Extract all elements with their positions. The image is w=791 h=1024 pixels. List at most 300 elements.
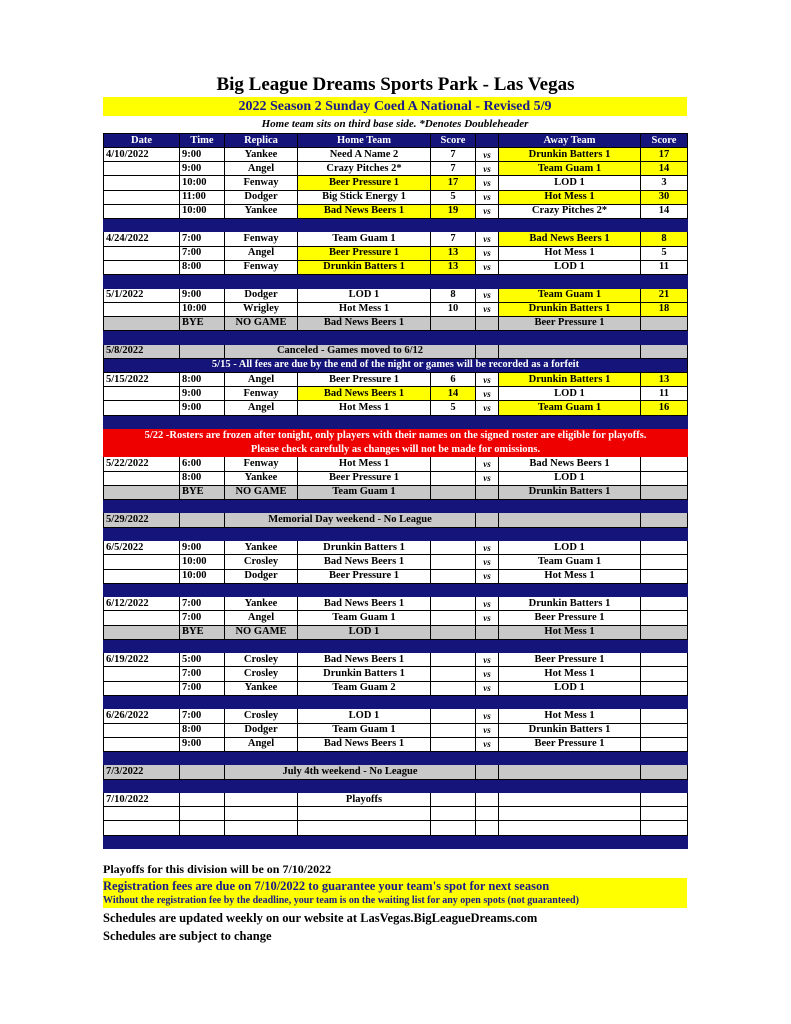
separator-cell [499, 639, 641, 653]
game-row [104, 401, 688, 415]
replica-cell [225, 793, 298, 807]
footer-waiting-list: Without the registration fee by the deadline, your team is on the waiting list for any open spots (not guaranteed) [103, 895, 579, 906]
footer-playoffs: Playoffs for this division will be on 7/10/2022 [103, 862, 332, 876]
separator-row [104, 639, 688, 653]
away-team-cell: Hot Mess 1 [499, 625, 641, 639]
away-team-cell: LOD 1 [499, 387, 641, 401]
separator-cell [180, 695, 225, 709]
vs-cell: vs [476, 457, 499, 471]
time-cell: 7:00 [180, 246, 225, 260]
away-score-cell [641, 681, 688, 695]
home-team-cell: Beer Pressure 1 [298, 471, 431, 485]
time-cell: 9:00 [180, 387, 225, 401]
separator-cell [225, 275, 298, 289]
date-cell [104, 302, 180, 316]
replica-cell: Dodger [225, 288, 298, 302]
away-team-cell: Drunkin Batters 1 [499, 485, 641, 499]
away-team-cell [499, 344, 641, 358]
separator-cell [499, 751, 641, 765]
game-row [104, 246, 688, 260]
away-team-cell: Beer Pressure 1 [499, 316, 641, 330]
date-cell: 6/19/2022 [104, 653, 180, 667]
vs-cell: vs [476, 204, 499, 218]
game-row [104, 709, 688, 723]
separator-cell [476, 835, 499, 849]
separator-cell [641, 695, 688, 709]
away-score-cell [641, 737, 688, 751]
home-team-cell: Hot Mess 1 [298, 457, 431, 471]
game-row [104, 148, 688, 162]
separator-row [104, 218, 688, 232]
away-team-cell [499, 807, 641, 821]
replica-cell: Yankee [225, 681, 298, 695]
home-score-cell: 19 [431, 204, 476, 218]
date-cell: 7/3/2022 [104, 765, 180, 779]
replica-cell: Fenway [225, 232, 298, 246]
home-score-cell [431, 625, 476, 639]
separator-cell [431, 751, 476, 765]
game-row [104, 597, 688, 611]
separator-cell [431, 835, 476, 849]
separator-cell [641, 583, 688, 597]
separator-cell [298, 583, 431, 597]
away-team-cell: Team Guam 1 [499, 401, 641, 415]
game-row [104, 793, 688, 807]
bye-row [104, 625, 688, 639]
away-score-cell: 13 [641, 372, 688, 386]
vs-cell: vs [476, 681, 499, 695]
time-cell: 7:00 [180, 709, 225, 723]
replica-cell: Yankee [225, 471, 298, 485]
away-team-cell: Drunkin Batters 1 [499, 723, 641, 737]
separator-cell [104, 527, 180, 541]
date-cell: 4/10/2022 [104, 148, 180, 162]
home-score-cell [431, 555, 476, 569]
home-score-cell [431, 569, 476, 583]
notice-text: 5/22 -Rosters are frozen after tonight, only players with their names on the signed roster are eligible for playoffs. [104, 429, 688, 443]
home-score-cell [431, 457, 476, 471]
away-team-cell: LOD 1 [499, 541, 641, 555]
away-score-cell [641, 555, 688, 569]
away-score-cell: 21 [641, 288, 688, 302]
no-games-text: Canceled - Games moved to 6/12 [225, 344, 476, 358]
replica-cell: NO GAME [225, 316, 298, 330]
away-team-cell: Hot Mess 1 [499, 190, 641, 204]
vs-cell: vs [476, 190, 499, 204]
separator-row [104, 835, 688, 849]
time-cell: 7:00 [180, 597, 225, 611]
game-row [104, 232, 688, 246]
separator-cell [476, 218, 499, 232]
separator-cell [298, 751, 431, 765]
time-cell: 11:00 [180, 190, 225, 204]
date-cell [104, 681, 180, 695]
away-score-cell [641, 485, 688, 499]
vs-cell [476, 316, 499, 330]
replica-cell: Yankee [225, 597, 298, 611]
separator-cell [225, 835, 298, 849]
replica-cell: Crosley [225, 667, 298, 681]
home-team-cell [298, 807, 431, 821]
away-team-cell: Bad News Beers 1 [499, 232, 641, 246]
away-team-cell: Beer Pressure 1 [499, 611, 641, 625]
home-team-cell: Beer Pressure 1 [298, 372, 431, 386]
separator-cell [180, 499, 225, 513]
header-home-score: Score [431, 134, 476, 148]
away-team-cell: LOD 1 [499, 260, 641, 274]
time-cell: 9:00 [180, 148, 225, 162]
away-score-cell [641, 597, 688, 611]
separator-cell [641, 275, 688, 289]
date-cell [104, 316, 180, 330]
date-cell [104, 246, 180, 260]
away-score-cell [641, 723, 688, 737]
replica-cell: Yankee [225, 204, 298, 218]
away-score-cell: 14 [641, 204, 688, 218]
home-team-cell: Big Stick Energy 1 [298, 190, 431, 204]
date-cell [104, 162, 180, 176]
time-cell: 9:00 [180, 288, 225, 302]
replica-cell [225, 821, 298, 835]
away-score-cell [641, 667, 688, 681]
game-row [104, 372, 688, 386]
separator-cell [499, 779, 641, 793]
date-cell: 6/12/2022 [104, 597, 180, 611]
roster-notice-row [104, 429, 688, 443]
separator-row [104, 695, 688, 709]
separator-cell [225, 695, 298, 709]
away-team-cell: Drunkin Batters 1 [499, 372, 641, 386]
away-score-cell [641, 765, 688, 779]
home-score-cell [431, 807, 476, 821]
vs-cell: vs [476, 737, 499, 751]
home-team-cell: Beer Pressure 1 [298, 176, 431, 190]
home-team-cell: Bad News Beers 1 [298, 737, 431, 751]
home-score-cell [431, 485, 476, 499]
away-team-cell [499, 821, 641, 835]
separator-cell [225, 499, 298, 513]
separator-cell [641, 751, 688, 765]
time-cell: 9:00 [180, 737, 225, 751]
vs-cell [476, 793, 499, 807]
separator-cell [180, 218, 225, 232]
away-score-cell [641, 653, 688, 667]
vs-cell [476, 485, 499, 499]
time-cell: 8:00 [180, 471, 225, 485]
away-score-cell [641, 344, 688, 358]
footer-website: Schedules are updated weekly on our website at LasVegas.BigLeagueDreams.com [103, 911, 538, 925]
separator-cell [476, 751, 499, 765]
away-score-cell [641, 793, 688, 807]
replica-cell: Fenway [225, 176, 298, 190]
time-cell [180, 821, 225, 835]
separator-cell [476, 695, 499, 709]
separator-cell [431, 331, 476, 345]
away-team-cell [499, 513, 641, 527]
away-score-cell [641, 625, 688, 639]
separator-cell [298, 527, 431, 541]
away-score-cell: 18 [641, 302, 688, 316]
time-cell [180, 344, 225, 358]
separator-cell [104, 639, 180, 653]
home-team-cell: Drunkin Batters 1 [298, 541, 431, 555]
time-cell: 8:00 [180, 260, 225, 274]
time-cell: 10:00 [180, 302, 225, 316]
away-team-cell: LOD 1 [499, 176, 641, 190]
season-subtitle: 2022 Season 2 Sunday Coed A National - Revised 5/9 [103, 97, 687, 116]
vs-cell [476, 765, 499, 779]
separator-cell [431, 499, 476, 513]
home-team-cell [298, 821, 431, 835]
away-score-cell [641, 316, 688, 330]
time-cell: 6:00 [180, 457, 225, 471]
away-score-cell: 11 [641, 387, 688, 401]
separator-cell [104, 751, 180, 765]
header-home-team: Home Team [298, 134, 431, 148]
home-team-cell: LOD 1 [298, 625, 431, 639]
home-score-cell [431, 316, 476, 330]
game-row [104, 807, 688, 821]
separator-cell [104, 583, 180, 597]
game-row [104, 541, 688, 555]
separator-row [104, 527, 688, 541]
separator-cell [499, 415, 641, 429]
game-row [104, 569, 688, 583]
separator-cell [104, 218, 180, 232]
replica-cell: Dodger [225, 190, 298, 204]
home-score-cell: 5 [431, 190, 476, 204]
bye-row [104, 316, 688, 330]
home-score-cell: 6 [431, 372, 476, 386]
separator-cell [104, 779, 180, 793]
separator-cell [641, 331, 688, 345]
date-cell: 4/24/2022 [104, 232, 180, 246]
away-score-cell: 8 [641, 232, 688, 246]
replica-cell: Angel [225, 246, 298, 260]
separator-cell [641, 415, 688, 429]
header-note: Home team sits on third base side. *Denotes Doubleheader [261, 118, 529, 130]
separator-cell [499, 835, 641, 849]
game-row [104, 457, 688, 471]
game-row [104, 611, 688, 625]
separator-row [104, 583, 688, 597]
home-team-cell: Bad News Beers 1 [298, 597, 431, 611]
away-team-cell: Crazy Pitches 2* [499, 204, 641, 218]
away-team-cell: Team Guam 1 [499, 162, 641, 176]
separator-cell [499, 695, 641, 709]
away-score-cell [641, 569, 688, 583]
time-cell: 10:00 [180, 176, 225, 190]
away-team-cell: Team Guam 1 [499, 288, 641, 302]
game-row [104, 653, 688, 667]
separator-cell [431, 527, 476, 541]
separator-cell [104, 835, 180, 849]
away-score-cell [641, 709, 688, 723]
footer-subject-to-change: Schedules are subject to change [103, 929, 272, 943]
separator-cell [298, 415, 431, 429]
away-score-cell [641, 471, 688, 485]
header-date: Date [104, 134, 180, 148]
separator-cell [180, 527, 225, 541]
separator-row [104, 275, 688, 289]
date-cell: 5/29/2022 [104, 513, 180, 527]
separator-row [104, 751, 688, 765]
away-team-cell: Drunkin Batters 1 [499, 302, 641, 316]
replica-cell: Fenway [225, 260, 298, 274]
home-team-cell: Hot Mess 1 [298, 401, 431, 415]
separator-cell [431, 779, 476, 793]
date-cell [104, 723, 180, 737]
home-team-cell: LOD 1 [298, 709, 431, 723]
date-cell [104, 821, 180, 835]
home-score-cell [431, 723, 476, 737]
no-games-row [104, 765, 688, 779]
home-score-cell [431, 667, 476, 681]
vs-cell: vs [476, 723, 499, 737]
vs-cell: vs [476, 667, 499, 681]
date-cell: 6/5/2022 [104, 541, 180, 555]
home-score-cell [431, 611, 476, 625]
time-cell: 7:00 [180, 667, 225, 681]
roster-notice-row [104, 443, 688, 457]
footer-registration: Registration fees are due on 7/10/2022 to guarantee your team's spot for next season [103, 879, 550, 893]
separator-cell [499, 499, 641, 513]
separator-cell [225, 527, 298, 541]
no-games-row [104, 513, 688, 527]
separator-cell [298, 779, 431, 793]
separator-row [104, 779, 688, 793]
vs-cell: vs [476, 302, 499, 316]
home-score-cell [431, 737, 476, 751]
replica-cell: NO GAME [225, 625, 298, 639]
replica-cell: Yankee [225, 148, 298, 162]
separator-cell [641, 499, 688, 513]
date-cell [104, 737, 180, 751]
separator-cell [225, 779, 298, 793]
date-cell [104, 485, 180, 499]
separator-cell [225, 639, 298, 653]
home-score-cell [431, 653, 476, 667]
away-score-cell: 3 [641, 176, 688, 190]
home-team-cell: Beer Pressure 1 [298, 569, 431, 583]
home-team-cell: Bad News Beers 1 [298, 387, 431, 401]
date-cell [104, 569, 180, 583]
separator-cell [180, 779, 225, 793]
home-score-cell: 13 [431, 260, 476, 274]
game-row [104, 387, 688, 401]
time-cell: 7:00 [180, 681, 225, 695]
vs-cell [476, 821, 499, 835]
vs-cell: vs [476, 162, 499, 176]
separator-cell [180, 835, 225, 849]
game-row [104, 190, 688, 204]
separator-cell [641, 527, 688, 541]
vs-cell: vs [476, 372, 499, 386]
vs-cell: vs [476, 246, 499, 260]
vs-cell: vs [476, 148, 499, 162]
date-cell [104, 611, 180, 625]
home-team-cell: Bad News Beers 1 [298, 204, 431, 218]
bye-row [104, 485, 688, 499]
separator-cell [298, 218, 431, 232]
header-away-score: Score [641, 134, 688, 148]
time-cell: 8:00 [180, 723, 225, 737]
home-score-cell: 14 [431, 387, 476, 401]
time-cell: 5:00 [180, 653, 225, 667]
home-team-cell: Team Guam 1 [298, 485, 431, 499]
separator-cell [641, 639, 688, 653]
notice-text: 5/15 - All fees are due by the end of the night or games will be recorded as a forfeit [104, 358, 688, 372]
separator-cell [298, 499, 431, 513]
home-team-cell: Bad News Beers 1 [298, 653, 431, 667]
time-cell [180, 807, 225, 821]
separator-cell [499, 331, 641, 345]
separator-cell [180, 751, 225, 765]
vs-cell: vs [476, 653, 499, 667]
away-score-cell [641, 611, 688, 625]
date-cell [104, 807, 180, 821]
away-score-cell: 11 [641, 260, 688, 274]
vs-cell: vs [476, 387, 499, 401]
separator-cell [298, 639, 431, 653]
no-games-row [104, 344, 688, 358]
separator-cell [431, 695, 476, 709]
separator-cell [499, 583, 641, 597]
time-cell: BYE [180, 625, 225, 639]
away-team-cell [499, 793, 641, 807]
date-cell [104, 260, 180, 274]
home-team-cell: Hot Mess 1 [298, 302, 431, 316]
vs-cell: vs [476, 288, 499, 302]
vs-cell: vs [476, 260, 499, 274]
table-header-row [104, 134, 688, 148]
away-score-cell: 14 [641, 162, 688, 176]
home-score-cell [431, 821, 476, 835]
away-team-cell: Drunkin Batters 1 [499, 148, 641, 162]
separator-cell [476, 331, 499, 345]
separator-cell [431, 218, 476, 232]
time-cell: 10:00 [180, 569, 225, 583]
home-team-cell: LOD 1 [298, 288, 431, 302]
vs-cell: vs [476, 401, 499, 415]
separator-cell [641, 779, 688, 793]
home-score-cell: 5 [431, 401, 476, 415]
home-score-cell: 13 [431, 246, 476, 260]
home-team-cell: Playoffs [298, 793, 431, 807]
separator-cell [431, 415, 476, 429]
separator-cell [180, 583, 225, 597]
game-row [104, 176, 688, 190]
separator-cell [298, 695, 431, 709]
replica-cell: Crosley [225, 709, 298, 723]
separator-cell [641, 218, 688, 232]
header-time: Time [180, 134, 225, 148]
home-team-cell: Team Guam 1 [298, 723, 431, 737]
time-cell: 9:00 [180, 541, 225, 555]
away-score-cell: 16 [641, 401, 688, 415]
header-replica: Replica [225, 134, 298, 148]
home-team-cell: Crazy Pitches 2* [298, 162, 431, 176]
separator-cell [499, 527, 641, 541]
separator-cell [104, 499, 180, 513]
replica-cell: Yankee [225, 541, 298, 555]
home-score-cell [431, 541, 476, 555]
away-score-cell: 5 [641, 246, 688, 260]
separator-cell [225, 751, 298, 765]
replica-cell: Angel [225, 401, 298, 415]
replica-cell: Fenway [225, 457, 298, 471]
away-team-cell: Hot Mess 1 [499, 569, 641, 583]
